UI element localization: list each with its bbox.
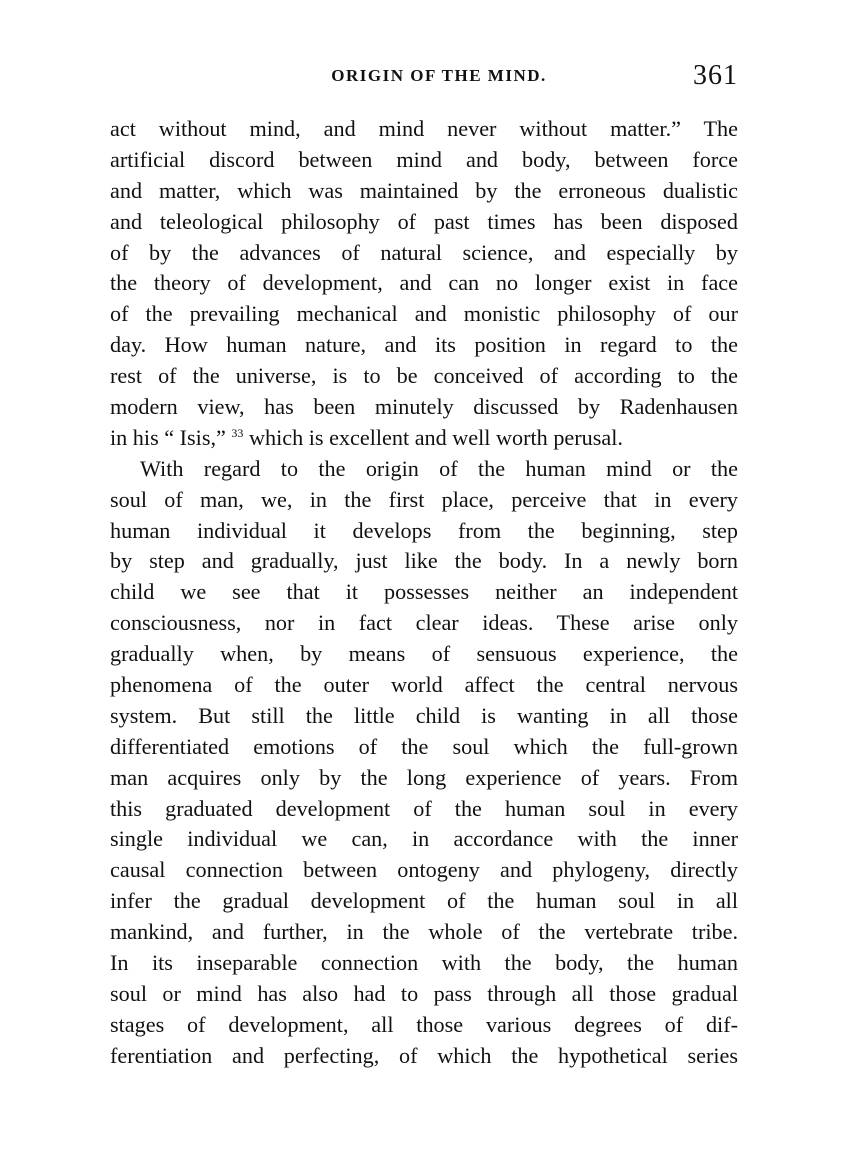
text-line: of by the advances of natural science, and especially by (110, 239, 738, 265)
text-line: child we see that it possesses neither an independent (110, 579, 738, 605)
page-number: 361 (693, 60, 738, 91)
text-line: modern view, has been minutely discussed by Radenhausen (110, 394, 738, 420)
text-line: of the prevailing mechanical and monistic philosophy of our (110, 301, 738, 327)
text-line: causal connection between ontogeny and phylogeny, directly (110, 857, 738, 883)
text-line: artificial discord between mind and body, between force (110, 146, 738, 172)
text-line: soul or mind has also had to pass through all those gradual (110, 980, 738, 1006)
text-line: the theory of development, and can no longer exist in face (110, 270, 738, 296)
text-segment: in his “ Isis,” (110, 424, 232, 450)
text-line: phenomena of the outer world affect the central nervous (110, 672, 738, 698)
text-line: stages of development, all those various degrees of dif- (110, 1011, 738, 1037)
text-line: soul of man, we, in the first place, perceive that in every (110, 486, 738, 512)
text-line: consciousness, nor in fact clear ideas. These arise only (110, 610, 738, 636)
running-title: ORIGIN OF THE MIND. (331, 66, 547, 85)
paragraph-last-line (110, 423, 738, 454)
text-line: mankind, and further, in the whole of the vertebrate tribe. (110, 919, 738, 945)
text-line: day. How human nature, and its position in regard to the (110, 332, 738, 358)
text-line: man acquires only by the long experience of years. From (110, 764, 738, 790)
text-line: and matter, which was maintained by the erroneous dualistic (110, 177, 738, 203)
text-line: system. But still the little child is wanting in all those (110, 702, 738, 728)
text-line: rest of the universe, is to be conceived of according to the (110, 363, 738, 389)
text-line: this graduated development of the human soul in every (110, 795, 738, 821)
text-line: infer the gradual development of the human soul in all (110, 888, 738, 914)
text-line: differentiated emotions of the soul which the full-grown (110, 733, 738, 759)
text-line: ferentiation and perfecting, of which the hypothetical series (110, 1042, 738, 1068)
text-line: human individual it develops from the beginning, step (110, 517, 738, 543)
text-line: and teleological philosophy of past times has been disposed (110, 208, 738, 234)
text-line: With regard to the origin of the human mind or the (140, 455, 738, 481)
body-text (110, 114, 738, 1072)
running-head (110, 60, 738, 96)
text-line: by step and gradually, just like the body. In a newly born (110, 548, 738, 574)
text-line: single individual we can, in accordance with the inner (110, 826, 738, 852)
footnote-reference: 33 (231, 425, 244, 440)
text-segment: which is excellent and well worth perusal. (243, 424, 623, 450)
text-line: act without mind, and mind never without matter.” The (110, 116, 738, 141)
text-line: In its inseparable connection with the body, the human (110, 950, 738, 976)
text-line: gradually when, by means of sensuous experience, the (110, 641, 738, 667)
